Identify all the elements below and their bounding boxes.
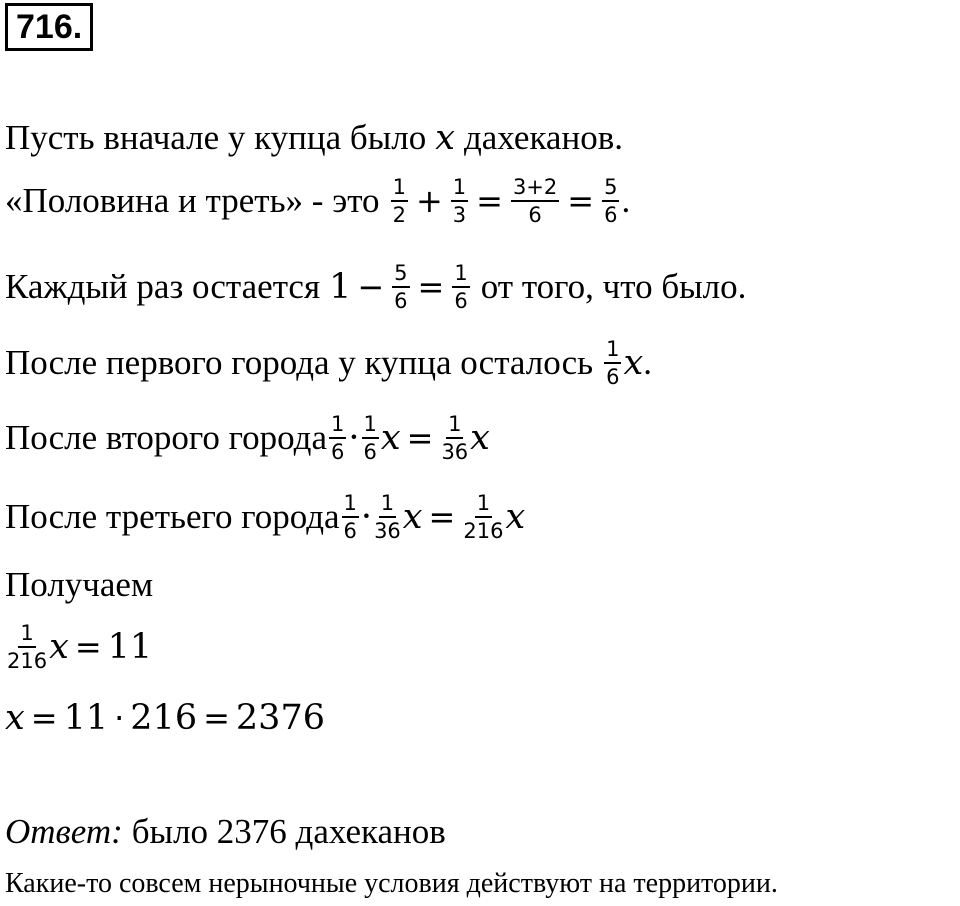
period: . — [621, 181, 631, 221]
line-remaining-share — [5, 262, 746, 312]
fraction: $\frac{1}{6}$ — [363, 412, 377, 465]
text: После первого города у купца осталось — [5, 343, 594, 383]
number: 11 — [63, 698, 109, 738]
operator: = — [203, 699, 230, 737]
note-text: Какие-то совсем нерыночные условия действуют на территории. — [5, 868, 778, 899]
operator: = — [417, 268, 445, 307]
operator: = — [406, 419, 434, 458]
line-solution — [5, 698, 325, 738]
fraction: $\frac{1}{6}$ — [330, 412, 345, 465]
fraction: $\frac{1}{36}$ — [441, 412, 469, 465]
answer-line — [5, 812, 446, 852]
fraction: $\frac{5}{6}$ — [604, 175, 618, 228]
text: После третьего города — [5, 497, 340, 537]
line-after-first-city — [5, 338, 652, 388]
operator: = — [567, 182, 595, 221]
fraction: $\frac{1}{3}$ — [452, 175, 467, 228]
variable-x: x — [5, 698, 25, 738]
fraction: $\frac{1}{6}$ — [454, 261, 468, 314]
text: «Половина и треть» - это — [5, 181, 380, 221]
variable-x: x — [470, 418, 490, 459]
line-we-get — [5, 565, 153, 605]
line-half-and-third — [5, 176, 630, 226]
line-assumption — [5, 118, 623, 158]
operator: − — [357, 268, 385, 307]
operator: = — [476, 182, 503, 221]
operator: · — [360, 497, 373, 538]
note-line — [5, 868, 778, 900]
period: . — [643, 343, 652, 383]
variable-x: x — [505, 497, 526, 538]
line-equation — [5, 622, 152, 672]
operator: = — [30, 699, 58, 737]
line-after-third-city — [5, 492, 525, 542]
variable-x: x — [623, 343, 644, 384]
variable-x: x — [380, 418, 401, 459]
answer-text: было 2376 дахеканов — [131, 812, 446, 851]
number: 216 — [130, 698, 198, 738]
number: 1 — [329, 267, 352, 308]
number: 11 — [107, 627, 153, 668]
variable-x: x — [402, 497, 423, 538]
fraction: $\frac{3+2}{6}$ — [512, 175, 558, 228]
operator: = — [428, 498, 456, 537]
text: После второго города — [5, 418, 327, 458]
answer-label: Ответ: — [5, 812, 123, 851]
number: 2376 — [235, 698, 325, 738]
text: дахеканов. — [463, 118, 623, 157]
fraction: $\frac{1}{36}$ — [374, 491, 401, 544]
fraction: $\frac{1}{2}$ — [392, 175, 406, 228]
operator: · — [348, 418, 360, 459]
fraction: $\frac{1}{6}$ — [606, 337, 620, 390]
operator: · — [114, 699, 125, 737]
text: Получаем — [5, 565, 154, 604]
fraction: $\frac{1}{216}$ — [7, 621, 48, 674]
variable-x: x — [49, 627, 69, 668]
line-after-second-city — [5, 413, 490, 463]
fraction: $\frac{5}{6}$ — [394, 261, 408, 314]
problem-number: 716. — [5, 3, 93, 51]
operator: + — [415, 182, 443, 221]
text: Пусть вначале у купца было — [5, 118, 427, 157]
fraction: $\frac{1}{6}$ — [343, 491, 357, 544]
fraction: $\frac{1}{216}$ — [463, 491, 504, 544]
text: Каждый раз остается — [5, 267, 321, 307]
operator: = — [74, 628, 102, 667]
variable-x: x — [435, 118, 455, 158]
text: от того, что было. — [480, 267, 747, 307]
